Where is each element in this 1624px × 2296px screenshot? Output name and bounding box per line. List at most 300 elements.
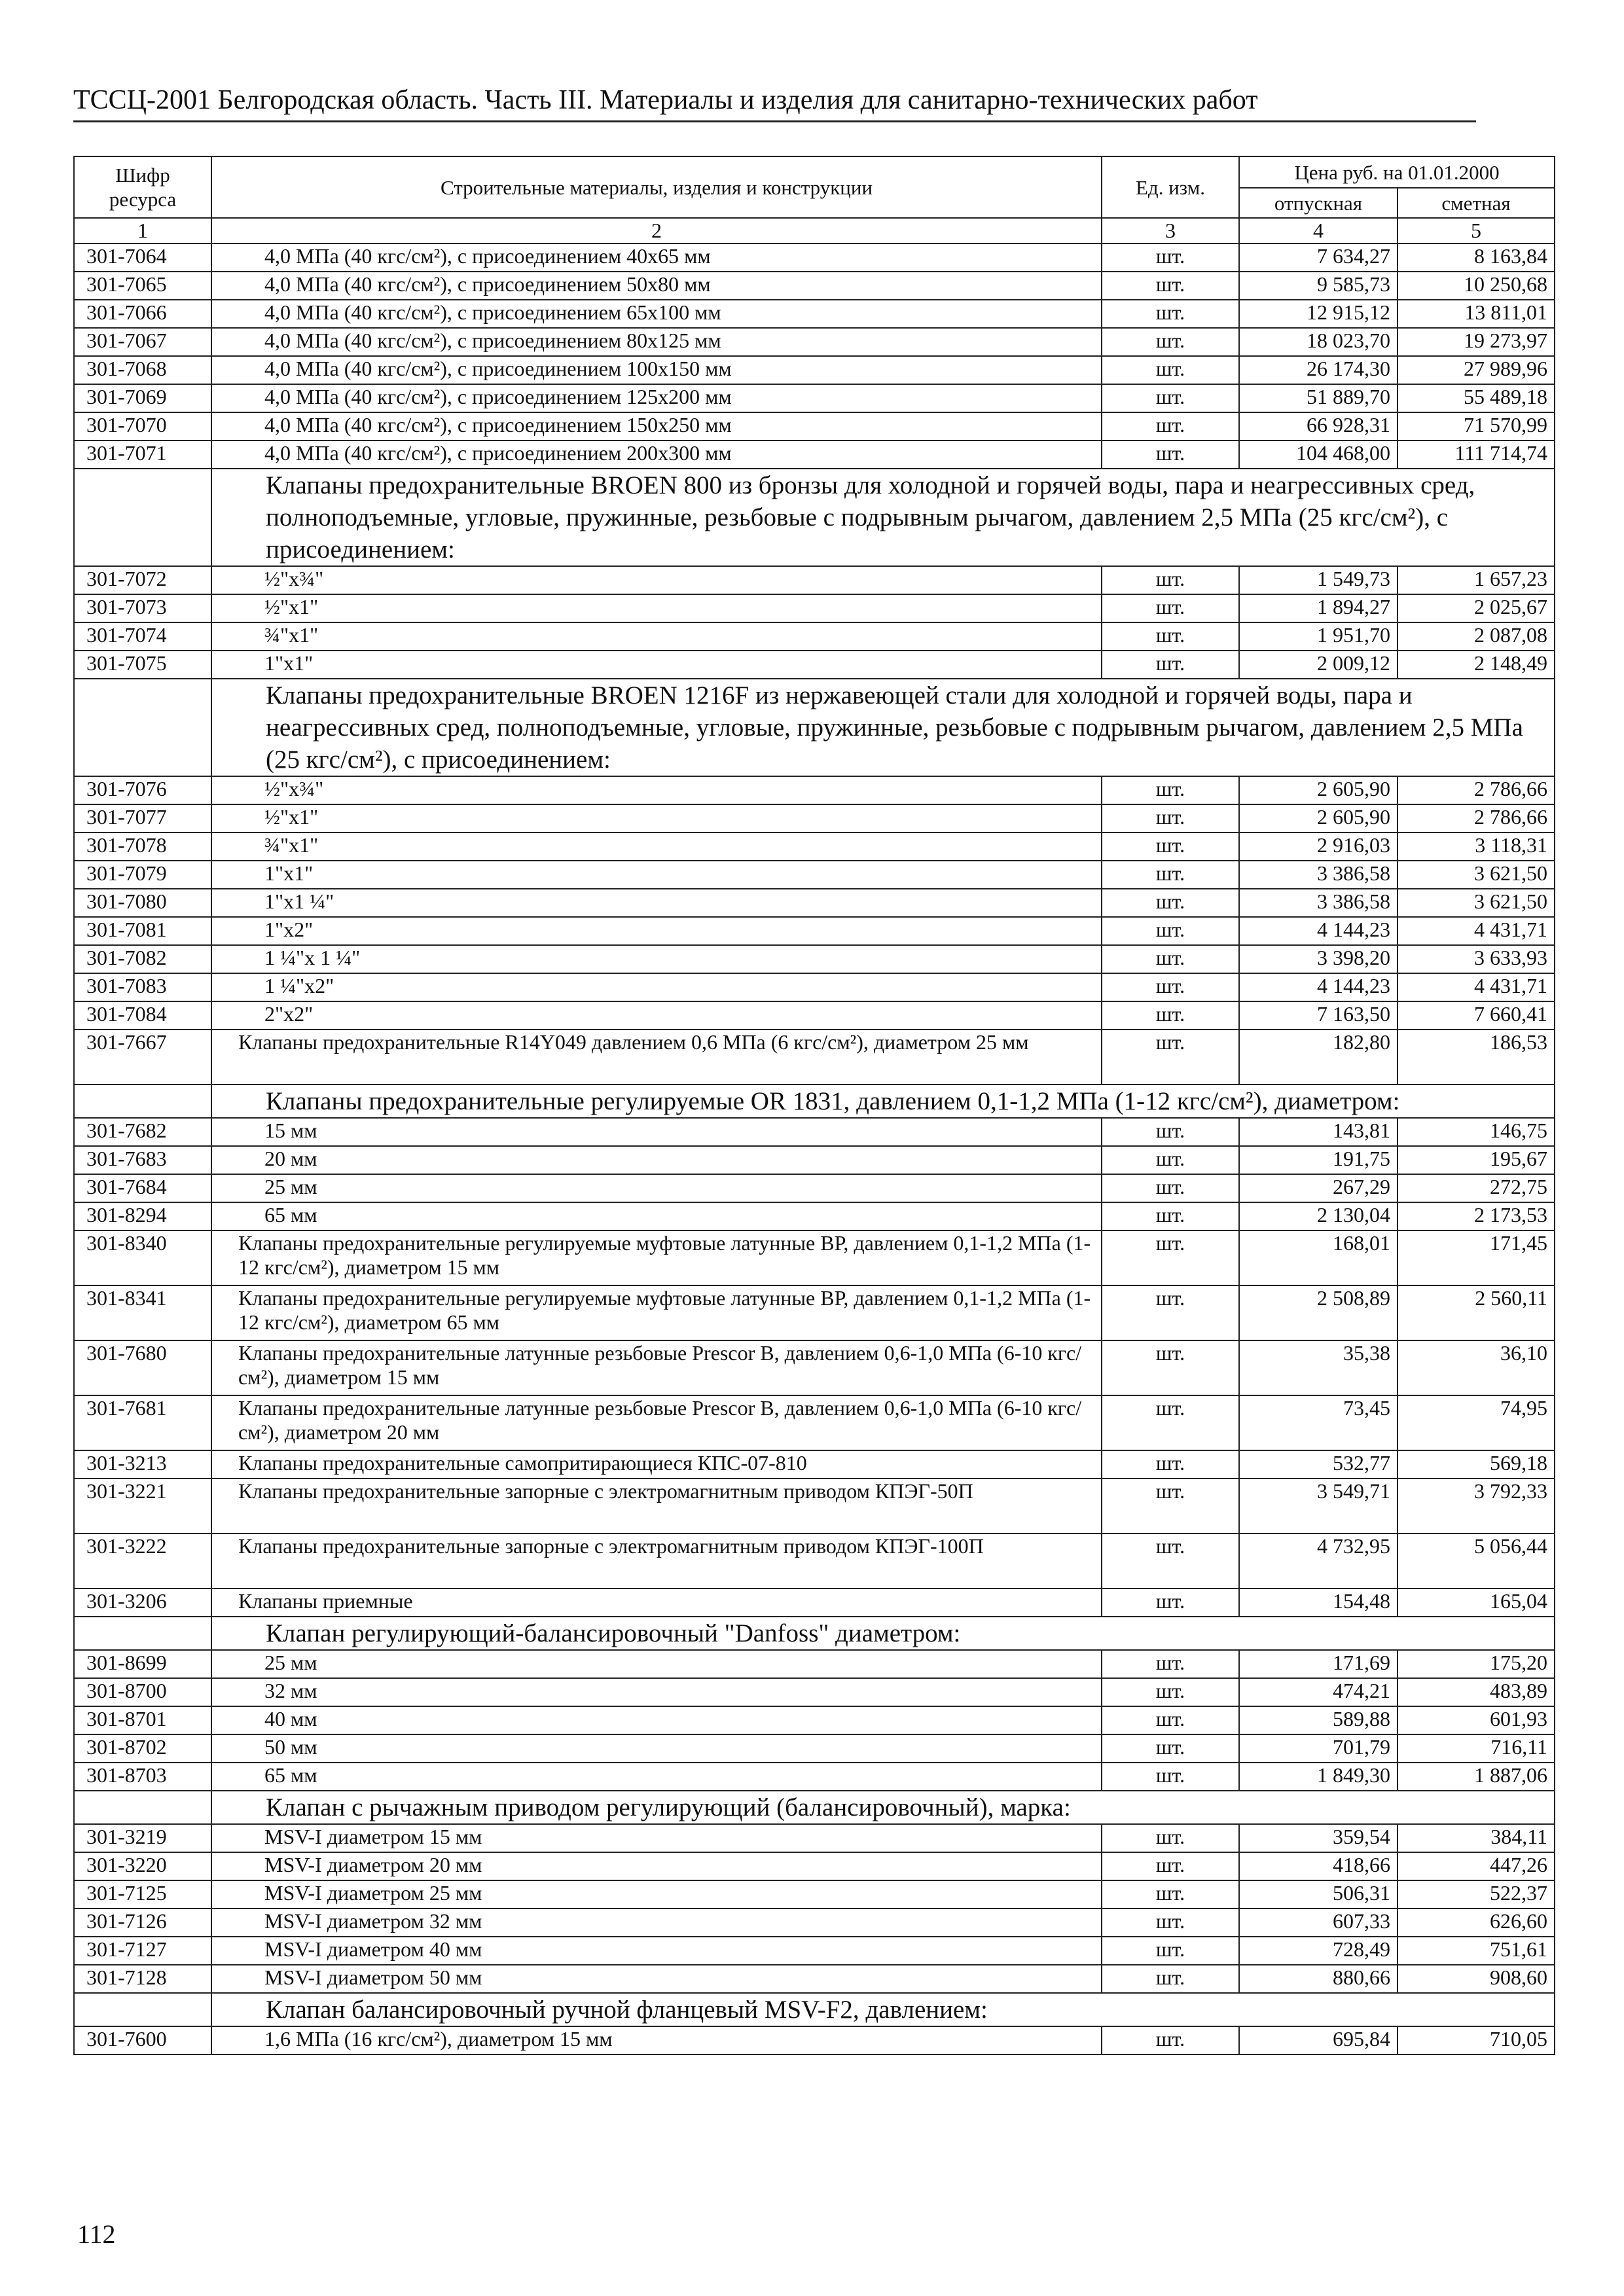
resource-code: 301-7079 <box>74 861 211 889</box>
resource-code: 301-3220 <box>74 1852 211 1880</box>
unit-cell: шт. <box>1102 243 1239 272</box>
release-price: 506,31 <box>1239 1880 1398 1909</box>
item-name: 25 мм <box>211 1174 1102 1202</box>
table-row <box>74 2026 1555 2054</box>
table-row <box>74 1030 1555 1085</box>
item-name: MSV-I диаметром 20 мм <box>211 1852 1102 1880</box>
unit-cell: шт. <box>1102 1534 1239 1588</box>
table-row <box>74 651 1555 679</box>
resource-code: 301-7667 <box>74 1030 211 1085</box>
resource-code: 301-7068 <box>74 356 211 384</box>
item-name: ¾"х1" <box>211 833 1102 861</box>
unit-cell: шт. <box>1102 1030 1239 1085</box>
release-price: 532,77 <box>1239 1450 1398 1479</box>
release-price: 168,01 <box>1239 1230 1398 1285</box>
item-name: 65 мм <box>211 1202 1102 1230</box>
table-row <box>74 776 1555 804</box>
unit-cell: шт. <box>1102 1450 1239 1479</box>
table-row <box>74 622 1555 651</box>
item-name: 1"х1" <box>211 861 1102 889</box>
item-name: Клапаны предохранительные латунные резьбовые Prescor B, давлением 0,6-1,0 МПа (6-10 кгс/см²), диаметром 20 мм <box>211 1395 1102 1450</box>
item-name: 65 мм <box>211 1763 1102 1791</box>
unit-cell: шт. <box>1102 1340 1239 1395</box>
unit-cell: шт. <box>1102 272 1239 300</box>
unit-cell: шт. <box>1102 300 1239 328</box>
resource-code: 301-7125 <box>74 1880 211 1909</box>
item-name: 50 мм <box>211 1734 1102 1763</box>
unit-cell: шт. <box>1102 1146 1239 1174</box>
release-price: 3 386,58 <box>1239 889 1398 917</box>
estimate-price: 483,89 <box>1398 1678 1555 1706</box>
table-row <box>74 566 1555 594</box>
resource-code: 301-7126 <box>74 1909 211 1937</box>
group-header-row <box>74 1617 1555 1650</box>
item-name: Клапаны предохранительные латунные резьбовые Prescor B, давлением 0,6-1,0 МПа (6-10 кгс/см²), диаметром 15 мм <box>211 1340 1102 1395</box>
release-price: 26 174,30 <box>1239 356 1398 384</box>
release-price: 2 508,89 <box>1239 1285 1398 1340</box>
estimate-price: 4 431,71 <box>1398 973 1555 1001</box>
estimate-price: 908,60 <box>1398 1965 1555 1993</box>
col-header-price: Цена руб. на 01.01.2000 <box>1239 156 1555 188</box>
estimate-price: 186,53 <box>1398 1030 1555 1085</box>
release-price: 7 163,50 <box>1239 1001 1398 1030</box>
unit-cell: шт. <box>1102 384 1239 412</box>
resource-code: 301-8701 <box>74 1706 211 1734</box>
unit-cell: шт. <box>1102 776 1239 804</box>
item-name: Клапаны предохранительные самопритирающиеся КПС-07-810 <box>211 1450 1102 1479</box>
resource-code: 301-7072 <box>74 566 211 594</box>
item-name: 20 мм <box>211 1146 1102 1174</box>
resource-code: 301-7069 <box>74 384 211 412</box>
unit-cell: шт. <box>1102 1479 1239 1534</box>
group-code-cell <box>74 1617 211 1650</box>
estimate-price: 71 570,99 <box>1398 412 1555 440</box>
table-row <box>74 1650 1555 1678</box>
item-name: Клапаны предохранительные запорные с электромагнитным приводом КПЭГ-100П <box>211 1534 1102 1588</box>
unit-cell: шт. <box>1102 1285 1239 1340</box>
release-price: 73,45 <box>1239 1395 1398 1450</box>
unit-cell: шт. <box>1102 566 1239 594</box>
table-row <box>74 1340 1555 1395</box>
resource-code: 301-8699 <box>74 1650 211 1678</box>
release-price: 1 894,27 <box>1239 594 1398 622</box>
group-header-row <box>74 1791 1555 1824</box>
release-price: 182,80 <box>1239 1030 1398 1085</box>
estimate-price: 5 056,44 <box>1398 1534 1555 1588</box>
resource-code: 301-7066 <box>74 300 211 328</box>
resource-code: 301-7065 <box>74 272 211 300</box>
item-name: ¾"х1" <box>211 622 1102 651</box>
item-name: 32 мм <box>211 1678 1102 1706</box>
resource-code: 301-7084 <box>74 1001 211 1030</box>
resource-code: 301-7078 <box>74 833 211 861</box>
release-price: 4 144,23 <box>1239 973 1398 1001</box>
col-header-estimate-price: сметная <box>1398 188 1555 218</box>
estimate-price: 2 786,66 <box>1398 804 1555 833</box>
item-name: Клапаны приемные <box>211 1588 1102 1617</box>
table-row <box>74 889 1555 917</box>
table-row <box>74 1588 1555 1617</box>
col-header-release-price: отпускная <box>1239 188 1398 218</box>
col-number: 2 <box>211 218 1102 243</box>
table-row <box>74 1174 1555 1202</box>
resource-code: 301-3221 <box>74 1479 211 1534</box>
item-name: 4,0 МПа (40 кгс/см²), с присоединением 125х200 мм <box>211 384 1102 412</box>
unit-cell: шт. <box>1102 594 1239 622</box>
resource-code: 301-7083 <box>74 973 211 1001</box>
group-header-row <box>74 1993 1555 2026</box>
col-header-code: Шифр ресурса <box>74 156 211 218</box>
estimate-price: 175,20 <box>1398 1650 1555 1678</box>
table-row <box>74 1001 1555 1030</box>
release-price: 728,49 <box>1239 1937 1398 1965</box>
item-name: 1 ¼"х2" <box>211 973 1102 1001</box>
release-price: 418,66 <box>1239 1852 1398 1880</box>
unit-cell: шт. <box>1102 651 1239 679</box>
group-code-cell <box>74 1791 211 1824</box>
release-price: 474,21 <box>1239 1678 1398 1706</box>
item-name: 1"х1" <box>211 651 1102 679</box>
release-price: 51 889,70 <box>1239 384 1398 412</box>
group-code-cell <box>74 1993 211 2026</box>
resource-code: 301-3206 <box>74 1588 211 1617</box>
col-number: 3 <box>1102 218 1239 243</box>
unit-cell: шт. <box>1102 1937 1239 1965</box>
table-row <box>74 1146 1555 1174</box>
release-price: 7 634,27 <box>1239 243 1398 272</box>
unit-cell: шт. <box>1102 1734 1239 1763</box>
table-row <box>74 945 1555 973</box>
release-price: 3 386,58 <box>1239 861 1398 889</box>
item-name: MSV-I диаметром 50 мм <box>211 1965 1102 1993</box>
table-row <box>74 1118 1555 1146</box>
unit-cell: шт. <box>1102 1678 1239 1706</box>
resource-code: 301-7680 <box>74 1340 211 1395</box>
estimate-price: 2 087,08 <box>1398 622 1555 651</box>
resource-code: 301-8341 <box>74 1285 211 1340</box>
group-title: Клапан балансировочный ручной фланцевый MSV-F2, давлением: <box>211 1993 1555 2026</box>
estimate-price: 3 792,33 <box>1398 1479 1555 1534</box>
resource-code: 301-7077 <box>74 804 211 833</box>
item-name: 15 мм <box>211 1118 1102 1146</box>
table-row <box>74 1230 1555 1285</box>
unit-cell: шт. <box>1102 1395 1239 1450</box>
release-price: 2 009,12 <box>1239 651 1398 679</box>
resource-code: 301-8703 <box>74 1763 211 1791</box>
resource-code: 301-7075 <box>74 651 211 679</box>
table-row <box>74 356 1555 384</box>
estimate-price: 8 163,84 <box>1398 243 1555 272</box>
estimate-price: 3 633,93 <box>1398 945 1555 973</box>
release-price: 2 916,03 <box>1239 833 1398 861</box>
release-price: 2 605,90 <box>1239 776 1398 804</box>
unit-cell: шт. <box>1102 412 1239 440</box>
item-name: 1"х1 ¼" <box>211 889 1102 917</box>
table-row <box>74 1678 1555 1706</box>
estimate-price: 111 714,74 <box>1398 440 1555 469</box>
table-row <box>74 1450 1555 1479</box>
table-row <box>74 1395 1555 1450</box>
estimate-price: 2 148,49 <box>1398 651 1555 679</box>
group-title: Клапаны предохранительные BROEN 1216F из нержавеющей стали для холодной и горячей воды, пара и неагрессивных сред, полноподъемные, угловые, пружинные, резьбовые с подрывным рычагом, давлением 2,5 МПа (25 кгс/см²), с присоединением: <box>211 679 1555 776</box>
resource-code: 301-8340 <box>74 1230 211 1285</box>
unit-cell: шт. <box>1102 1824 1239 1852</box>
estimate-price: 171,45 <box>1398 1230 1555 1285</box>
group-code-cell <box>74 1085 211 1118</box>
resource-code: 301-8702 <box>74 1734 211 1763</box>
unit-cell: шт. <box>1102 1909 1239 1937</box>
release-price: 607,33 <box>1239 1909 1398 1937</box>
table-row <box>74 1852 1555 1880</box>
estimate-price: 2 560,11 <box>1398 1285 1555 1340</box>
estimate-price: 2 173,53 <box>1398 1202 1555 1230</box>
release-price: 4 732,95 <box>1239 1534 1398 1588</box>
col-number: 4 <box>1239 218 1398 243</box>
item-name: ½"х1" <box>211 594 1102 622</box>
item-name: MSV-I диаметром 32 мм <box>211 1909 1102 1937</box>
table-row <box>74 833 1555 861</box>
resource-code: 301-3222 <box>74 1534 211 1588</box>
item-name: ½"х¾" <box>211 776 1102 804</box>
group-header-row <box>74 679 1555 776</box>
price-table <box>73 156 1555 2055</box>
table-row <box>74 1880 1555 1909</box>
table-row <box>74 1734 1555 1763</box>
item-name: Клапаны предохранительные R14Y049 давлением 0,6 МПа (6 кгс/см²), диаметром 25 мм <box>211 1030 1102 1085</box>
group-title: Клапан регулирующий-балансировочный "Danfoss" диаметром: <box>211 1617 1555 1650</box>
resource-code: 301-7683 <box>74 1146 211 1174</box>
item-name: MSV-I диаметром 25 мм <box>211 1880 1102 1909</box>
price-table-container <box>73 156 1547 2055</box>
item-name: 4,0 МПа (40 кгс/см²), с присоединением 50х80 мм <box>211 272 1102 300</box>
resource-code: 301-8294 <box>74 1202 211 1230</box>
group-title: Клапаны предохранительные регулируемые OR 1831, давлением 0,1-1,2 МПа (1-12 кгс/см²), диаметром: <box>211 1085 1555 1118</box>
table-row <box>74 917 1555 945</box>
item-name: 2"х2" <box>211 1001 1102 1030</box>
page-header: ТССЦ-2001 Белгородская область. Часть III. Материалы и изделия для санитарно-технических работ <box>73 84 1476 122</box>
release-price: 701,79 <box>1239 1734 1398 1763</box>
estimate-price: 74,95 <box>1398 1395 1555 1450</box>
unit-cell: шт. <box>1102 1852 1239 1880</box>
page-number: 112 <box>77 2219 116 2249</box>
col-number: 1 <box>74 218 211 243</box>
estimate-price: 7 660,41 <box>1398 1001 1555 1030</box>
resource-code: 301-7681 <box>74 1395 211 1450</box>
item-name: 4,0 МПа (40 кгс/см²), с присоединением 80х125 мм <box>211 328 1102 356</box>
table-body <box>74 243 1555 2054</box>
table-row <box>74 973 1555 1001</box>
estimate-price: 55 489,18 <box>1398 384 1555 412</box>
unit-cell: шт. <box>1102 2026 1239 2054</box>
estimate-price: 384,11 <box>1398 1824 1555 1852</box>
estimate-price: 2 786,66 <box>1398 776 1555 804</box>
unit-cell: шт. <box>1102 861 1239 889</box>
group-header-row <box>74 469 1555 566</box>
release-price: 3 398,20 <box>1239 945 1398 973</box>
release-price: 18 023,70 <box>1239 328 1398 356</box>
release-price: 267,29 <box>1239 1174 1398 1202</box>
item-name: 1"х2" <box>211 917 1102 945</box>
item-name: 4,0 МПа (40 кгс/см²), с присоединением 40х65 мм <box>211 243 1102 272</box>
estimate-price: 4 431,71 <box>1398 917 1555 945</box>
table-row <box>74 1824 1555 1852</box>
item-name: ½"х¾" <box>211 566 1102 594</box>
table-row <box>74 861 1555 889</box>
unit-cell: шт. <box>1102 1118 1239 1146</box>
unit-cell: шт. <box>1102 1230 1239 1285</box>
table-row <box>74 243 1555 272</box>
item-name: 4,0 МПа (40 кгс/см²), с присоединением 100х150 мм <box>211 356 1102 384</box>
estimate-price: 2 025,67 <box>1398 594 1555 622</box>
resource-code: 301-7082 <box>74 945 211 973</box>
unit-cell: шт. <box>1102 356 1239 384</box>
unit-cell: шт. <box>1102 1763 1239 1791</box>
table-row <box>74 384 1555 412</box>
item-name: Клапаны предохранительные регулируемые муфтовые латунные ВР, давлением 0,1-1,2 МПа (1-12 кгс/см²), диаметром 65 мм <box>211 1285 1102 1340</box>
unit-cell: шт. <box>1102 1965 1239 1993</box>
resource-code: 301-3213 <box>74 1450 211 1479</box>
item-name: Клапаны предохранительные запорные с электромагнитным приводом КПЭГ-50П <box>211 1479 1102 1534</box>
unit-cell: шт. <box>1102 328 1239 356</box>
resource-code: 301-7073 <box>74 594 211 622</box>
estimate-price: 36,10 <box>1398 1340 1555 1395</box>
unit-cell: шт. <box>1102 1588 1239 1617</box>
col-number: 5 <box>1398 218 1555 243</box>
estimate-price: 716,11 <box>1398 1734 1555 1763</box>
table-row <box>74 412 1555 440</box>
item-name: 1 ¼"х 1 ¼" <box>211 945 1102 973</box>
table-row <box>74 1909 1555 1937</box>
table-row <box>74 1965 1555 1993</box>
estimate-price: 1 657,23 <box>1398 566 1555 594</box>
resource-code: 301-8700 <box>74 1678 211 1706</box>
unit-cell: шт. <box>1102 1001 1239 1030</box>
estimate-price: 751,61 <box>1398 1937 1555 1965</box>
unit-cell: шт. <box>1102 833 1239 861</box>
release-price: 589,88 <box>1239 1706 1398 1734</box>
unit-cell: шт. <box>1102 1650 1239 1678</box>
release-price: 1 549,73 <box>1239 566 1398 594</box>
resource-code: 301-7067 <box>74 328 211 356</box>
resource-code: 301-7080 <box>74 889 211 917</box>
table-row <box>74 1706 1555 1734</box>
release-price: 1 951,70 <box>1239 622 1398 651</box>
estimate-price: 10 250,68 <box>1398 272 1555 300</box>
release-price: 9 585,73 <box>1239 272 1398 300</box>
estimate-price: 165,04 <box>1398 1588 1555 1617</box>
item-name: 4,0 МПа (40 кгс/см²), с присоединением 150х250 мм <box>211 412 1102 440</box>
release-price: 3 549,71 <box>1239 1479 1398 1534</box>
item-name: Клапаны предохранительные регулируемые муфтовые латунные ВР, давлением 0,1-1,2 МПа (1-12 кгс/см²), диаметром 15 мм <box>211 1230 1102 1285</box>
group-title: Клапаны предохранительные BROEN 800 из бронзы для холодной и горячей воды, пара и неагрессивных сред, полноподъемные, угловые, пружинные, резьбовые с подрывным рычагом, давлением 2,5 МПа (25 кгс/см²), с присоединением: <box>211 469 1555 566</box>
estimate-price: 13 811,01 <box>1398 300 1555 328</box>
unit-cell: шт. <box>1102 622 1239 651</box>
estimate-price: 569,18 <box>1398 1450 1555 1479</box>
item-name: MSV-I диаметром 40 мм <box>211 1937 1102 1965</box>
resource-code: 301-7684 <box>74 1174 211 1202</box>
estimate-price: 146,75 <box>1398 1118 1555 1146</box>
estimate-price: 626,60 <box>1398 1909 1555 1937</box>
resource-code: 301-7127 <box>74 1937 211 1965</box>
table-row <box>74 1202 1555 1230</box>
table-row <box>74 594 1555 622</box>
unit-cell: шт. <box>1102 804 1239 833</box>
release-price: 104 468,00 <box>1239 440 1398 469</box>
resource-code: 301-7076 <box>74 776 211 804</box>
resource-code: 301-7071 <box>74 440 211 469</box>
group-code-cell <box>74 679 211 776</box>
release-price: 154,48 <box>1239 1588 1398 1617</box>
resource-code: 301-7074 <box>74 622 211 651</box>
unit-cell: шт. <box>1102 440 1239 469</box>
estimate-price: 522,37 <box>1398 1880 1555 1909</box>
col-header-name: Строительные материалы, изделия и конструкции <box>211 156 1102 218</box>
item-name: 25 мм <box>211 1650 1102 1678</box>
table-row <box>74 1937 1555 1965</box>
release-price: 12 915,12 <box>1239 300 1398 328</box>
estimate-price: 27 989,96 <box>1398 356 1555 384</box>
table-row <box>74 328 1555 356</box>
table-row <box>74 1763 1555 1791</box>
table-row <box>74 300 1555 328</box>
unit-cell: шт. <box>1102 973 1239 1001</box>
resource-code: 301-7600 <box>74 2026 211 2054</box>
resource-code: 301-7064 <box>74 243 211 272</box>
table-row <box>74 804 1555 833</box>
estimate-price: 601,93 <box>1398 1706 1555 1734</box>
resource-code: 301-7070 <box>74 412 211 440</box>
release-price: 880,66 <box>1239 1965 1398 1993</box>
item-name: 4,0 МПа (40 кгс/см²), с присоединением 65х100 мм <box>211 300 1102 328</box>
item-name: ½"х1" <box>211 804 1102 833</box>
estimate-price: 272,75 <box>1398 1174 1555 1202</box>
release-price: 171,69 <box>1239 1650 1398 1678</box>
group-title: Клапан с рычажным приводом регулирующий (балансировочный), марка: <box>211 1791 1555 1824</box>
unit-cell: шт. <box>1102 1880 1239 1909</box>
estimate-price: 1 887,06 <box>1398 1763 1555 1791</box>
table-row <box>74 440 1555 469</box>
resource-code: 301-7128 <box>74 1965 211 1993</box>
item-name: 4,0 МПа (40 кгс/см²), с присоединением 200х300 мм <box>211 440 1102 469</box>
release-price: 4 144,23 <box>1239 917 1398 945</box>
item-name: 1,6 МПа (16 кгс/см²), диаметром 15 мм <box>211 2026 1102 2054</box>
estimate-price: 3 118,31 <box>1398 833 1555 861</box>
group-header-row <box>74 1085 1555 1118</box>
unit-cell: шт. <box>1102 1174 1239 1202</box>
estimate-price: 3 621,50 <box>1398 889 1555 917</box>
release-price: 1 849,30 <box>1239 1763 1398 1791</box>
table-row <box>74 1285 1555 1340</box>
estimate-price: 3 621,50 <box>1398 861 1555 889</box>
col-header-unit: Ед. изм. <box>1102 156 1239 218</box>
release-price: 2 130,04 <box>1239 1202 1398 1230</box>
release-price: 143,81 <box>1239 1118 1398 1146</box>
unit-cell: шт. <box>1102 945 1239 973</box>
release-price: 695,84 <box>1239 2026 1398 2054</box>
resource-code: 301-7081 <box>74 917 211 945</box>
unit-cell: шт. <box>1102 1706 1239 1734</box>
estimate-price: 710,05 <box>1398 2026 1555 2054</box>
table-row <box>74 1534 1555 1588</box>
unit-cell: шт. <box>1102 1202 1239 1230</box>
group-code-cell <box>74 469 211 566</box>
table-row <box>74 1479 1555 1534</box>
release-price: 2 605,90 <box>1239 804 1398 833</box>
release-price: 66 928,31 <box>1239 412 1398 440</box>
item-name: 40 мм <box>211 1706 1102 1734</box>
resource-code: 301-3219 <box>74 1824 211 1852</box>
release-price: 191,75 <box>1239 1146 1398 1174</box>
